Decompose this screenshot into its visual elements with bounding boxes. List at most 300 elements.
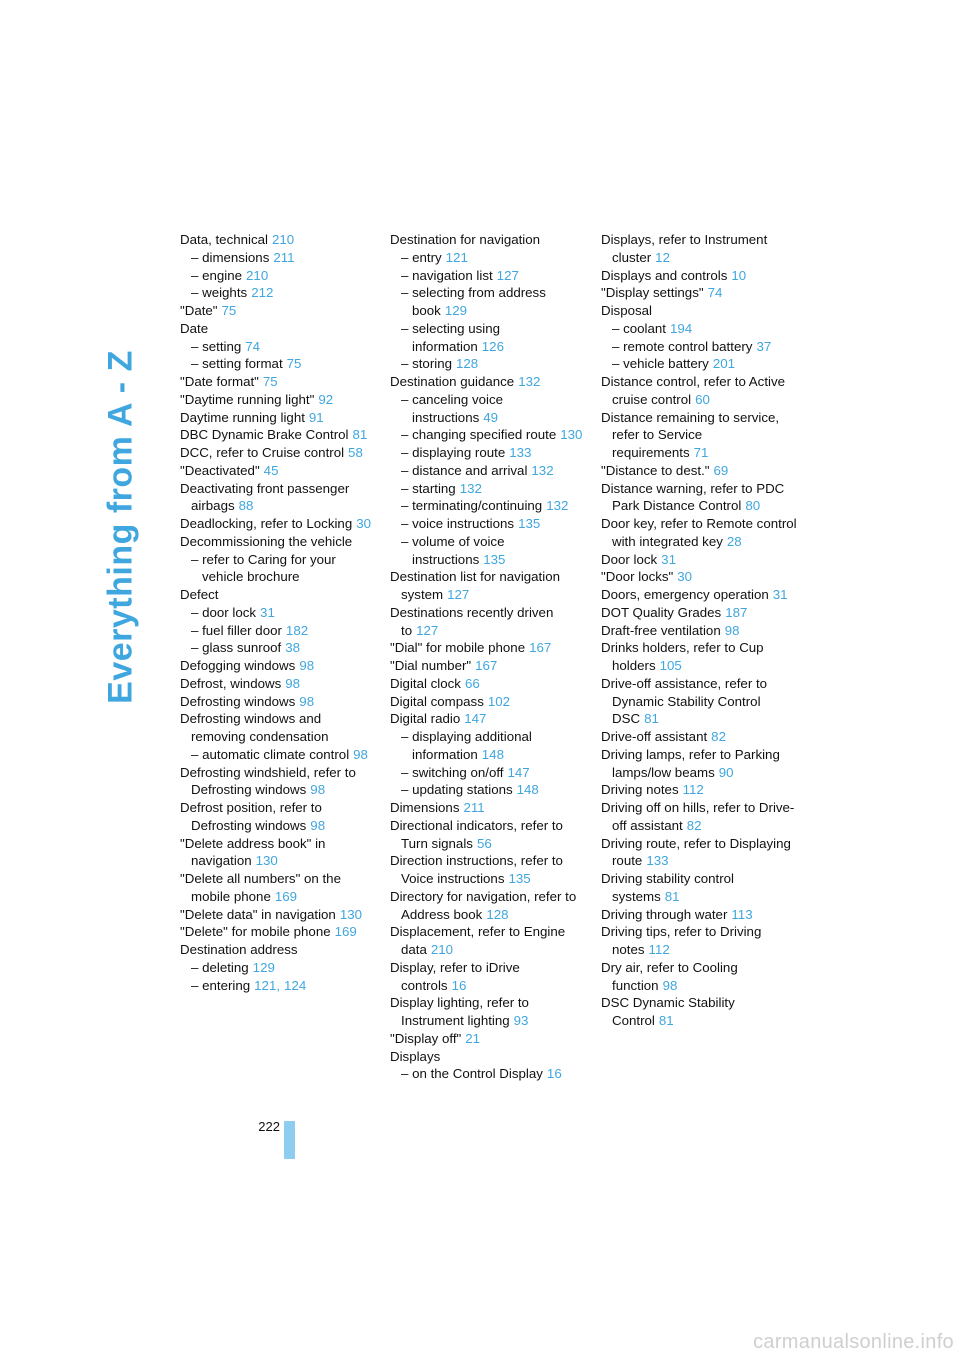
- index-entry-text: Data, technical: [180, 232, 268, 247]
- index-entry-text: "Distance to dest.": [601, 462, 710, 478]
- index-entry-text: Door lock: [601, 551, 658, 567]
- index-entry-text: – on the Control Display: [401, 1066, 543, 1082]
- page-reference-link[interactable]: 121: [254, 977, 277, 993]
- index-entry-text: Drive-off assistant: [601, 729, 708, 744]
- index-entry: [601, 267, 797, 285]
- index-entry-text: – weights: [191, 285, 248, 301]
- index-entry: [390, 515, 586, 533]
- page-reference-link[interactable]: 121: [445, 249, 468, 265]
- page-reference-link[interactable]: 112: [682, 782, 704, 798]
- index-entry-text: – displaying route: [401, 445, 506, 460]
- index-entry-text: Driving through water: [601, 906, 728, 922]
- index-entry: [601, 409, 797, 462]
- index-entry: [390, 533, 586, 569]
- index-entry: [390, 604, 586, 640]
- page-reference-link[interactable]: 127: [416, 622, 439, 638]
- index-entry-text: – fuel filler door: [191, 622, 282, 638]
- page-reference-link[interactable]: 16: [546, 1066, 562, 1082]
- index-entry: [180, 231, 376, 249]
- index-entry: [180, 426, 376, 444]
- index-entry-text: DSC Dynamic Stability Control: [601, 995, 735, 1028]
- index-entry: [601, 568, 797, 586]
- page-reference-link[interactable]: 167: [475, 658, 498, 673]
- index-entry-text: – deleting: [191, 959, 249, 975]
- index-entry: [601, 675, 797, 728]
- page-reference-link[interactable]: 90: [718, 764, 734, 780]
- page-reference-link[interactable]: 132: [459, 480, 482, 496]
- index-entry: [601, 781, 797, 799]
- page-reference-link[interactable]: 98: [299, 658, 315, 673]
- index-entry-text: Defrosting windows and removing condensation: [180, 711, 329, 744]
- index-entry-text: – storing: [401, 356, 452, 372]
- page-reference-link[interactable]: 75: [262, 374, 278, 389]
- index-entry-text: – selecting from address book: [401, 285, 546, 318]
- index-entry: [390, 267, 586, 285]
- index-entry: [601, 870, 797, 906]
- page-reference-link[interactable]: 112: [648, 942, 670, 957]
- index-entry: [390, 1048, 586, 1066]
- page-reference-link[interactable]: 187: [725, 604, 748, 620]
- index-entry: [601, 302, 797, 320]
- index-entry-text: Displays and controls: [601, 267, 728, 283]
- index-entry-text: "Display off": [390, 1030, 462, 1046]
- page-reference-link[interactable]: 81: [352, 427, 368, 443]
- index-entry-text: Disposal: [601, 303, 652, 318]
- index-entry-text: Distance control, refer to Active cruise control: [601, 374, 786, 407]
- index-entry: [180, 639, 376, 657]
- page-reference-link[interactable]: 38: [285, 640, 300, 656]
- index-entry-text: Deadlocking, refer to Locking: [180, 516, 353, 531]
- page-reference-link[interactable]: 130: [339, 906, 362, 922]
- index-entry-text: Dimensions: [390, 800, 460, 815]
- index-entry: [390, 923, 586, 959]
- page-reference-link[interactable]: 81: [658, 1013, 674, 1028]
- page-reference-link[interactable]: 82: [686, 817, 702, 833]
- index-entry-text: – dimensions: [191, 249, 270, 265]
- section-side-title: Everything from A - Z: [101, 350, 140, 704]
- index-entry-text: – voice instructions: [401, 516, 515, 531]
- page-reference-link[interactable]: 148: [516, 782, 539, 798]
- page-reference-link[interactable]: 92: [318, 391, 334, 407]
- index-entry-text: Defogging windows: [180, 658, 296, 673]
- index-entry: [180, 675, 376, 693]
- index-entry-text: Driving off on hills, refer to Drive-off assistant: [601, 800, 795, 833]
- index-entry-text: – entering: [191, 977, 251, 993]
- index-entry: [390, 781, 586, 799]
- index-entry: [180, 551, 376, 587]
- index-entry-text: Display lighting, refer to Instrument lighting: [390, 995, 529, 1028]
- index-entry-text: Deactivating front passenger airbags: [180, 480, 350, 514]
- index-entry: [601, 994, 797, 1030]
- index-entry-text: Drinks holders, refer to Cup holders: [601, 640, 764, 673]
- page-reference-link[interactable]: 81: [644, 711, 659, 727]
- index-entry: [390, 462, 586, 480]
- index-entry-text: – door lock: [191, 604, 257, 620]
- index-entry-text: Drive-off assistance, refer to Dynamic Stability Control DSC: [601, 675, 768, 727]
- index-entry: [601, 604, 797, 622]
- index-entry-text: Destination list for navigation system: [390, 569, 560, 602]
- index-entry: [390, 231, 586, 249]
- page-marker-bar: [284, 1121, 295, 1159]
- index-entry: [601, 586, 797, 604]
- page-reference-link[interactable]: 28: [726, 533, 742, 549]
- index-entry-text: Direction instructions, refer to Voice instructions: [390, 853, 563, 886]
- page-reference-link[interactable]: 127: [496, 267, 519, 283]
- index-entry: [180, 604, 376, 622]
- index-entry: [180, 959, 376, 977]
- page-reference-link[interactable]: 82: [711, 729, 726, 744]
- index-entry: [180, 586, 376, 604]
- page-reference-link[interactable]: 129: [444, 303, 468, 318]
- page-reference-link[interactable]: 31: [661, 551, 676, 567]
- index-entry-text: "Delete" for mobile phone: [180, 924, 331, 940]
- index-entry: [601, 284, 797, 302]
- index-entry: [390, 391, 586, 427]
- index-entry: [390, 994, 586, 1030]
- page-reference-link[interactable]: 128: [486, 906, 509, 922]
- index-column-1: [180, 231, 376, 994]
- index-entry: [180, 799, 376, 835]
- index-entry: [601, 906, 797, 924]
- index-entry-text: Decommissioning the vehicle: [180, 533, 353, 549]
- page-reference-link[interactable]: 132: [531, 462, 554, 478]
- index-entry: [180, 320, 376, 338]
- page-reference-link[interactable]: 147: [464, 711, 487, 727]
- index-entry-text: – terminating/continuing: [401, 498, 543, 514]
- page-reference-link[interactable]: 98: [310, 782, 326, 798]
- index-entry: [390, 852, 586, 888]
- index-entry: [390, 497, 586, 515]
- page-reference-link[interactable]: 212: [251, 285, 274, 301]
- page-reference-link[interactable]: 169: [334, 924, 357, 940]
- index-entry: [180, 515, 376, 533]
- index-entry-text: Directory for navigation, refer to Address book: [390, 888, 577, 922]
- index-entry: [180, 710, 376, 746]
- page-reference-link[interactable]: 102: [487, 693, 511, 709]
- index-entry-text: Defrosting windows: [180, 693, 296, 709]
- index-entry-text: Defrost position, refer to Defrosting windows: [180, 800, 322, 833]
- index-entry-text: "Door locks": [601, 569, 674, 585]
- page-reference-link[interactable]: 66: [464, 675, 480, 691]
- index-entry-text: "Date": [180, 303, 218, 318]
- index-entry: [390, 764, 586, 782]
- page-reference-link[interactable]: 194: [669, 320, 693, 336]
- index-entry-text: – changing specified route: [401, 427, 557, 443]
- index-entry-text: – setting format: [191, 356, 283, 372]
- index-entry: [390, 639, 586, 657]
- index-entry-text: – volume of voice instructions: [401, 533, 505, 567]
- page-number: 222: [258, 1119, 280, 1134]
- page-reference-link[interactable]: 71: [693, 445, 709, 460]
- index-entry-text: – canceling voice instructions: [401, 391, 504, 425]
- page-reference-link[interactable]: 201: [712, 356, 736, 372]
- page-reference-link[interactable]: 132: [518, 374, 541, 389]
- index-entry-text: – glass sunroof: [191, 640, 282, 656]
- page-reference-link[interactable]: 16: [451, 977, 467, 993]
- index-entry-text: DCC, refer to Cruise control: [180, 445, 345, 460]
- page-reference-link[interactable]: 127: [447, 587, 470, 602]
- index-entry: [601, 462, 797, 480]
- index-entry: [180, 462, 376, 480]
- index-entry-text: – setting: [191, 338, 242, 354]
- index-entry: [390, 817, 586, 853]
- page-reference-link[interactable]: 98: [310, 817, 326, 833]
- index-entry: [390, 1030, 586, 1048]
- index-entry-text: "Deactivated": [180, 462, 260, 478]
- page-reference-link[interactable]: 88: [238, 498, 254, 514]
- index-entry-text: DOT Quality Grades: [601, 604, 722, 620]
- index-entry: [180, 355, 376, 373]
- index-entry-text: Destination guidance: [390, 374, 515, 389]
- index-entry-text: Draft-free ventilation: [601, 622, 721, 638]
- index-entry: [390, 1065, 586, 1083]
- index-entry-text: "Display settings": [601, 285, 704, 301]
- index-entry: [390, 959, 586, 995]
- index-entry-text: Distance warning, refer to PDC Park Distance Control: [601, 480, 785, 514]
- index-entry: [180, 409, 376, 427]
- index-entry: [180, 835, 376, 871]
- page-reference-link[interactable]: 133: [509, 445, 532, 460]
- page-reference-link[interactable]: 124: [284, 977, 307, 993]
- page-reference-link[interactable]: 132: [546, 498, 569, 514]
- index-entry: [390, 675, 586, 693]
- page-reference-link[interactable]: 75: [286, 356, 302, 372]
- index-entry: [390, 355, 586, 373]
- index-entry-text: Defect: [180, 587, 219, 602]
- index-entry: [180, 284, 376, 302]
- index-entry: [601, 639, 797, 675]
- index-entry-text: – remote control battery: [612, 338, 753, 354]
- index-entry: [390, 480, 586, 498]
- page-reference-link[interactable]: 56: [476, 835, 492, 851]
- page-reference-link[interactable]: 58: [348, 445, 363, 460]
- page-reference-link[interactable]: 98: [724, 622, 740, 638]
- index-entry-text: "Dial" for mobile phone: [390, 640, 526, 656]
- index-entry: [601, 373, 797, 409]
- page-reference-link[interactable]: 80: [745, 498, 761, 514]
- page-reference-link[interactable]: 130: [255, 853, 278, 869]
- index-entry-text: Displays: [390, 1048, 441, 1064]
- page-reference-link[interactable]: 210: [271, 232, 295, 247]
- index-entry: [601, 480, 797, 516]
- index-entry: [180, 657, 376, 675]
- index-entry: [601, 923, 797, 959]
- index-entry: [180, 249, 376, 267]
- index-entry: [390, 320, 586, 356]
- index-entry: [390, 284, 586, 320]
- index-entry: [601, 338, 797, 356]
- index-entry-text: Driving stability control systems: [601, 871, 735, 904]
- index-entry-text: – distance and arrival: [401, 462, 528, 478]
- page-reference-link[interactable]: 98: [662, 977, 678, 993]
- page-reference-link[interactable]: 129: [252, 959, 275, 975]
- page-reference-link[interactable]: 74: [245, 338, 261, 354]
- index-entry-text: DBC Dynamic Brake Control: [180, 427, 349, 443]
- index-entry-text: Dry air, refer to Cooling function: [601, 959, 738, 993]
- index-entry-text: Digital radio: [390, 711, 461, 727]
- index-entry: [601, 320, 797, 338]
- page-reference-link[interactable]: 182: [285, 622, 309, 638]
- page-reference-link[interactable]: 75: [221, 303, 237, 318]
- page-reference-link[interactable]: 31: [260, 604, 275, 620]
- page-reference-link[interactable]: 30: [356, 516, 372, 531]
- index-entry: [601, 515, 797, 551]
- index-column-3: [601, 231, 797, 1030]
- index-entry: [180, 302, 376, 320]
- index-entry: [390, 568, 586, 604]
- page-reference-link[interactable]: 210: [246, 267, 269, 283]
- page-reference-link[interactable]: 126: [481, 338, 504, 354]
- index-entry: [390, 249, 586, 267]
- page-ref-separator: ,: [276, 977, 281, 993]
- page-reference-link[interactable]: 37: [756, 338, 772, 354]
- index-entry-text: Defrosting windshield, refer to Defrosting windows: [180, 764, 356, 798]
- page-reference-link[interactable]: 74: [707, 285, 723, 301]
- index-entry: [180, 338, 376, 356]
- page-reference-link[interactable]: 81: [664, 888, 680, 904]
- index-entry-text: Doors, emergency operation: [601, 587, 769, 602]
- index-entry-text: Digital compass: [390, 693, 484, 709]
- index-entry: [601, 551, 797, 569]
- index-entry-text: – refer to Caring for your vehicle brochure: [191, 551, 336, 585]
- index-entry-text: – vehicle battery: [612, 356, 709, 372]
- index-entry-text: – entry: [401, 249, 442, 265]
- index-entry-text: "Date format": [180, 374, 259, 389]
- index-entry: [390, 426, 586, 444]
- index-entry-text: – engine: [191, 267, 243, 283]
- index-entry: [390, 888, 586, 924]
- index-entry: [180, 923, 376, 941]
- index-entry-text: "Daytime running light": [180, 391, 315, 407]
- index-entry-text: – displaying additional information: [401, 729, 532, 762]
- page-reference-link[interactable]: 30: [677, 569, 693, 585]
- index-entry-text: Distance remaining to service, refer to Service requirements: [601, 409, 780, 460]
- index-entry-text: – automatic climate control: [191, 746, 350, 762]
- index-entry-text: Date: [180, 320, 209, 336]
- index-entry: [601, 231, 797, 267]
- page-reference-link[interactable]: 12: [655, 249, 670, 265]
- page-reference-link[interactable]: 98: [285, 675, 301, 691]
- index-entry: [601, 959, 797, 995]
- page-reference-link[interactable]: 105: [659, 658, 682, 673]
- index-entry-text: Driving tips, refer to Driving notes: [601, 924, 762, 957]
- index-entry: [180, 977, 376, 995]
- page-reference-link[interactable]: 133: [646, 853, 669, 869]
- index-entry-text: Destinations recently driven to: [390, 604, 554, 638]
- index-entry: [390, 444, 586, 462]
- index-entry-text: Display, refer to iDrive controls: [390, 959, 520, 993]
- index-entry-text: Defrost, windows: [180, 675, 282, 691]
- index-entry: [390, 710, 586, 728]
- index-entry: [601, 622, 797, 640]
- index-entry: [601, 355, 797, 373]
- index-entry-text: – coolant: [612, 320, 666, 336]
- index-entry: [601, 746, 797, 782]
- index-entry-text: – navigation list: [401, 267, 493, 283]
- index-entry: [180, 444, 376, 462]
- index-entry: [390, 657, 586, 675]
- page-reference-link[interactable]: 135: [518, 516, 541, 531]
- index-entry-text: Displays, refer to Instrument cluster: [601, 232, 768, 265]
- index-entry-text: Directional indicators, refer to Turn signals: [390, 817, 563, 851]
- page-reference-link[interactable]: 135: [508, 871, 531, 886]
- page-reference-link[interactable]: 211: [463, 800, 485, 815]
- index-entry: [180, 391, 376, 409]
- index-entry: [180, 622, 376, 640]
- index-entry-text: Daytime running light: [180, 409, 305, 425]
- page-reference-link[interactable]: 91: [308, 409, 324, 425]
- index-entry-text: Displacement, refer to Engine data: [390, 924, 566, 957]
- page-reference-link[interactable]: 147: [507, 764, 530, 780]
- index-entry-text: Destination address: [180, 942, 298, 957]
- index-entry-text: "Delete data" in navigation: [180, 906, 336, 922]
- watermark: carmanualsonline.info: [753, 1331, 954, 1353]
- page-reference-link[interactable]: 60: [695, 391, 710, 407]
- page-reference-link[interactable]: 45: [263, 462, 279, 478]
- index-entry-text: – selecting using information: [401, 320, 501, 354]
- index-entry: [180, 906, 376, 924]
- index-entry: [601, 799, 797, 835]
- index-entry-text: – switching on/off: [401, 764, 504, 780]
- page-reference-link[interactable]: 69: [713, 462, 729, 478]
- page-reference-link[interactable]: 21: [465, 1030, 481, 1046]
- index-entry-text: "Delete all numbers" on the mobile phone: [180, 871, 341, 904]
- page-reference-link[interactable]: 169: [274, 888, 298, 904]
- index-entry: [601, 835, 797, 871]
- index-entry-text: Door key, refer to Remote control with integrated key: [601, 516, 797, 549]
- index-entry: [180, 764, 376, 800]
- page-reference-link[interactable]: 167: [529, 640, 552, 656]
- page-reference-link[interactable]: 98: [353, 746, 368, 762]
- page-reference-link[interactable]: 135: [483, 551, 506, 567]
- index-entry: [180, 267, 376, 285]
- index-column-2: [390, 231, 586, 1083]
- page-reference-link[interactable]: 31: [772, 587, 788, 602]
- index-entry: [390, 373, 586, 391]
- page-reference-link[interactable]: 113: [731, 906, 753, 922]
- index-entry: [180, 533, 376, 551]
- index-entry: [180, 373, 376, 391]
- index-entry: [180, 941, 376, 959]
- index-entry: [390, 693, 586, 711]
- page-reference-link[interactable]: 10: [731, 267, 747, 283]
- index-entry-text: "Dial number": [390, 658, 472, 673]
- page-reference-link[interactable]: 148: [481, 746, 504, 762]
- index-entry-text: Driving notes: [601, 782, 679, 798]
- index-entry: [390, 728, 586, 764]
- page-reference-link[interactable]: 49: [483, 409, 499, 425]
- index-entry: [180, 870, 376, 906]
- index-entry-text: Driving lamps, refer to Parking lamps/low beams: [601, 746, 780, 780]
- page-reference-link[interactable]: 210: [430, 942, 454, 957]
- index-entry-text: "Delete address book" in navigation: [180, 835, 326, 869]
- page-reference-link[interactable]: 211: [273, 249, 295, 265]
- index-entry: [390, 799, 586, 817]
- index-entry-text: Digital clock: [390, 675, 461, 691]
- index-entry: [601, 728, 797, 746]
- index-entry: [180, 480, 376, 516]
- page-reference-link[interactable]: 128: [456, 356, 479, 372]
- page-reference-link[interactable]: 98: [299, 693, 315, 709]
- index-entry: [180, 693, 376, 711]
- index-entry-text: Driving route, refer to Displaying route: [601, 835, 791, 869]
- page-reference-link[interactable]: 93: [513, 1013, 529, 1028]
- index-entry-text: – updating stations: [401, 782, 513, 798]
- index-entry: [180, 746, 376, 764]
- page-reference-link[interactable]: 130: [560, 427, 583, 443]
- index-entry-text: – starting: [401, 480, 456, 496]
- index-entry-text: Destination for navigation: [390, 232, 541, 247]
